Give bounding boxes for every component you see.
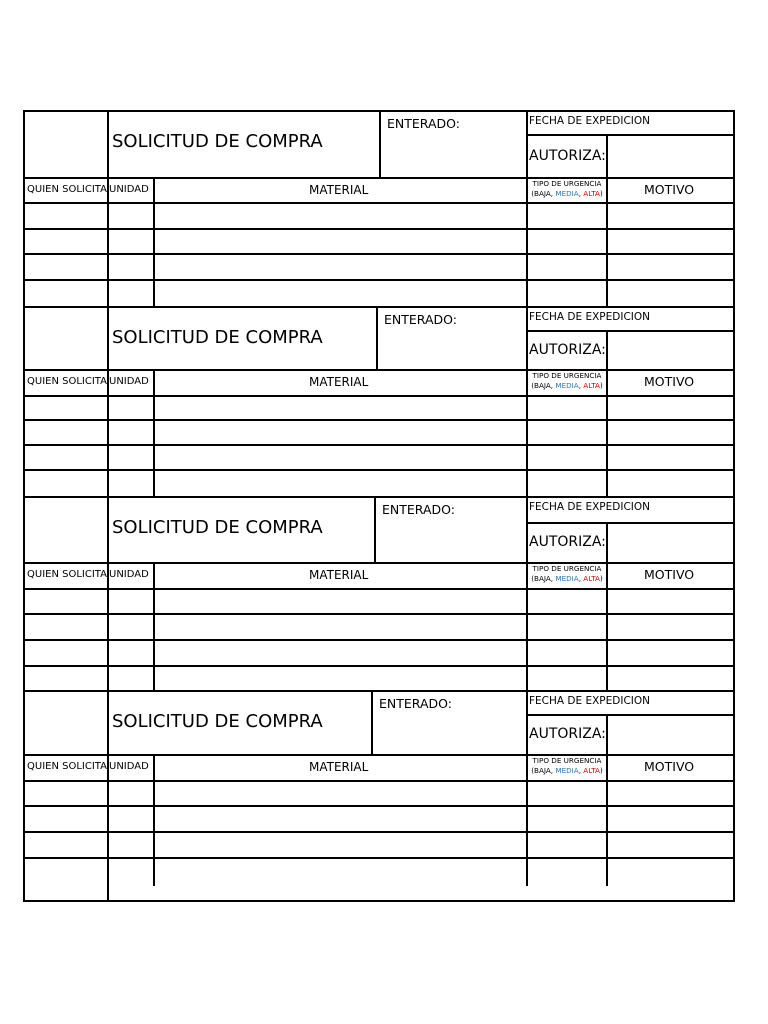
block-separator (23, 496, 735, 498)
urgencia-alta: ALTA (583, 766, 600, 775)
entry-row[interactable] (25, 281, 733, 306)
fecha-expedicion-label: FECHA DE EXPEDICION (529, 311, 651, 323)
purchase-request-form (23, 110, 735, 902)
entry-row[interactable] (25, 204, 733, 228)
entry-row[interactable] (25, 590, 733, 613)
urgencia-baja: BAJA (534, 189, 551, 198)
fecha-expedicion-label: FECHA DE EXPEDICION (529, 695, 651, 707)
entry-row[interactable] (25, 667, 733, 690)
urgencia-open: ( (531, 189, 535, 198)
column-header-tipo-urgencia (528, 371, 606, 391)
column-header-tipo-urgencia (528, 756, 606, 776)
block-separator (23, 690, 735, 692)
column-header-motivo: MOTIVO (644, 181, 695, 197)
title-cell-divider (107, 110, 109, 177)
urgencia-alta: ALTA (583, 189, 600, 198)
column-header-material: MATERIAL (309, 182, 369, 197)
autoriza-label: AUTORIZA: (529, 534, 606, 550)
urgencia-media: MEDIA (555, 189, 579, 198)
urgencia-sep: , (578, 189, 584, 198)
enterado-label: ENTERADO: (384, 312, 457, 327)
column-header-quien-solicita: QUIEN SOLICITA (27, 183, 107, 195)
urgencia-options (528, 766, 606, 776)
urgencia-baja: BAJA (534, 574, 551, 583)
fecha-expedicion-label: FECHA DE EXPEDICION (529, 115, 651, 127)
autoriza-field[interactable] (608, 716, 733, 754)
fecha-expedicion-label: FECHA DE EXPEDICION (529, 501, 651, 513)
urgencia-title: TIPO DE URGENCIA (532, 756, 602, 765)
autoriza-label: AUTORIZA: (529, 726, 606, 742)
enterado-label: ENTERADO: (379, 696, 452, 711)
fecha-cell-divider (526, 690, 528, 754)
title-cell-divider (107, 496, 109, 562)
urgencia-title: TIPO DE URGENCIA (532, 179, 602, 188)
column-header-motivo: MOTIVO (644, 374, 695, 389)
enterado-label: ENTERADO: (387, 116, 460, 131)
urgencia-sep: , (550, 189, 556, 198)
urgencia-media: MEDIA (555, 381, 579, 390)
column-header-motivo: MOTIVO (644, 567, 695, 582)
urgencia-options (528, 574, 606, 584)
fecha-cell-divider (526, 306, 528, 369)
urgencia-baja: BAJA (534, 381, 551, 390)
urgencia-open: ( (531, 381, 535, 390)
entry-row[interactable] (25, 807, 733, 831)
column-header-unidad: UNIDAD (109, 376, 149, 387)
column-header-unidad: UNIDAD (109, 761, 149, 772)
urgencia-open: ( (531, 574, 535, 583)
form-title: SOLICITUD DE COMPRA (112, 131, 323, 152)
urgencia-title: TIPO DE URGENCIA (532, 564, 602, 573)
urgencia-sep: , (578, 766, 584, 775)
enterado-field[interactable] (378, 328, 526, 369)
entry-row[interactable] (25, 833, 733, 857)
autoriza-label: AUTORIZA: (529, 147, 606, 164)
urgencia-media: MEDIA (555, 766, 579, 775)
column-header-quien-solicita: QUIEN SOLICITA (27, 761, 107, 772)
block-separator (23, 306, 735, 308)
header-top-line (23, 369, 735, 371)
column-header-material: MATERIAL (309, 375, 369, 389)
urgencia-baja: BAJA (534, 766, 551, 775)
entry-row[interactable] (25, 421, 733, 444)
title-cell-divider (107, 690, 109, 754)
urgencia-media: MEDIA (555, 574, 579, 583)
autoriza-field[interactable] (608, 332, 733, 369)
enterado-field[interactable] (381, 132, 526, 177)
entry-row[interactable] (25, 255, 733, 279)
urgencia-sep: , (578, 574, 584, 583)
form-title: SOLICITUD DE COMPRA (112, 517, 323, 538)
urgencia-alta: ALTA (583, 574, 600, 583)
urgencia-sep: , (550, 766, 556, 775)
autoriza-field[interactable] (608, 136, 733, 177)
entry-row[interactable] (25, 859, 733, 886)
title-cell-divider (107, 306, 109, 369)
enterado-label: ENTERADO: (382, 502, 455, 517)
column-header-motivo: MOTIVO (644, 759, 695, 774)
entry-row[interactable] (25, 641, 733, 665)
header-top-line (23, 754, 735, 756)
column-header-tipo-urgencia (528, 564, 606, 584)
entry-row[interactable] (25, 230, 733, 253)
enterado-field[interactable] (376, 518, 526, 562)
autoriza-label: AUTORIZA: (529, 341, 606, 358)
entry-row[interactable] (25, 615, 733, 639)
urgencia-options (528, 189, 606, 199)
urgencia-sep: , (578, 381, 584, 390)
urgencia-sep: , (550, 381, 556, 390)
urgencia-close: ) (599, 766, 603, 775)
column-header-quien-solicita: QUIEN SOLICITA (27, 376, 107, 387)
form-title: SOLICITUD DE COMPRA (112, 327, 323, 348)
column-header-unidad: UNIDAD (109, 569, 149, 580)
urgencia-alta: ALTA (583, 381, 600, 390)
entry-row[interactable] (25, 446, 733, 469)
enterado-field[interactable] (373, 712, 526, 754)
column-header-tipo-urgencia (528, 179, 606, 199)
urgencia-title: TIPO DE URGENCIA (532, 371, 602, 380)
urgencia-close: ) (599, 381, 603, 390)
form-border-bottom (23, 900, 735, 902)
urgencia-close: ) (599, 189, 603, 198)
urgencia-sep: , (550, 574, 556, 583)
fecha-cell-divider (526, 496, 528, 562)
urgencia-options (528, 381, 606, 391)
header-top-line (23, 562, 735, 564)
column-header-material: MATERIAL (309, 760, 369, 774)
column-header-material: MATERIAL (309, 568, 369, 582)
fecha-cell-divider (526, 110, 528, 177)
column-header-quien-solicita: QUIEN SOLICITA (27, 569, 107, 580)
autoriza-field[interactable] (608, 524, 733, 562)
entry-row[interactable] (25, 782, 733, 805)
form-title: SOLICITUD DE COMPRA (112, 711, 323, 732)
urgencia-close: ) (599, 574, 603, 583)
entry-row[interactable] (25, 471, 733, 496)
entry-row[interactable] (25, 397, 733, 419)
urgencia-open: ( (531, 766, 535, 775)
header-top-line (23, 177, 735, 179)
column-header-unidad: UNIDAD (109, 183, 149, 195)
